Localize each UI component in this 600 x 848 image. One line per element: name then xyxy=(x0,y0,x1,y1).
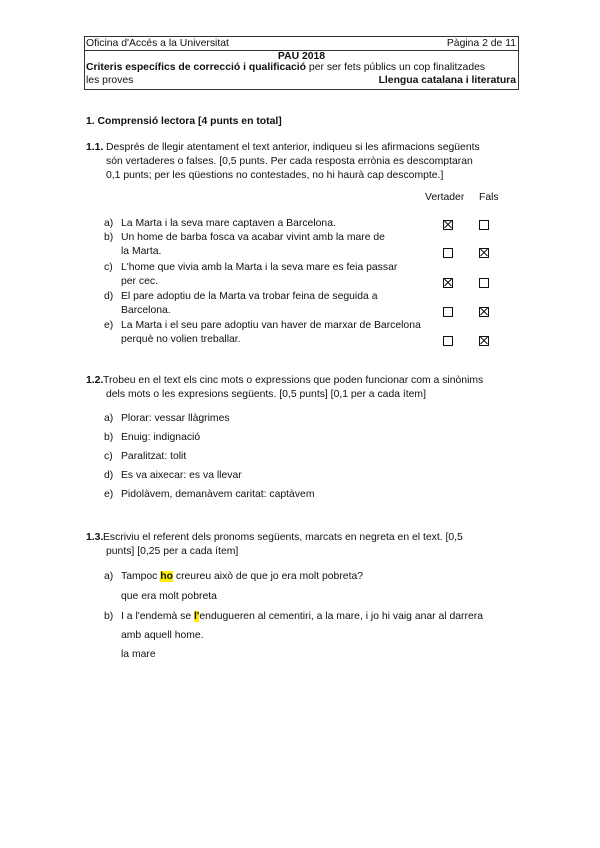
criteria-note: per ser fets públics un cop finalitzades xyxy=(306,62,486,73)
q12-number: 1.2. xyxy=(86,375,104,386)
true-checkbox[interactable] xyxy=(443,307,453,317)
item-text: El pare adoptiu de la Marta va trobar feina de seguida a xyxy=(121,291,378,302)
item-letter: b) xyxy=(104,432,114,443)
item-text: La Marta i la seva mare captaven a Barcelona. xyxy=(121,218,336,229)
item-text-cont: Barcelona. xyxy=(121,305,171,316)
column-false: Fals xyxy=(479,192,499,203)
false-checkbox-checked[interactable] xyxy=(479,248,489,258)
synonym-item: Plorar: vessar llàgrimes xyxy=(121,413,230,424)
pronoun-sentence-a xyxy=(121,571,363,582)
pronoun-sentence-b xyxy=(121,611,483,622)
sentence-post: endugueren al cementiri, a la mare, i jo hi vaig anar al darrera xyxy=(199,611,483,622)
q13-number: 1.3. xyxy=(86,532,104,543)
sentence-post: creureu això de que jo era molt pobreta? xyxy=(172,571,364,582)
false-checkbox[interactable] xyxy=(479,220,489,230)
synonym-item: Paralitzat: tolit xyxy=(121,451,187,462)
false-checkbox-checked[interactable] xyxy=(479,336,489,346)
false-checkbox[interactable] xyxy=(479,278,489,288)
sentence-pre: I a l'endemà se xyxy=(121,611,195,622)
item-letter: e) xyxy=(104,320,114,331)
q13-line1: Escriviu el referent dels pronoms següents, marcats en negreta en el text. [0,5 xyxy=(103,532,463,543)
column-true: Vertader xyxy=(425,192,465,203)
answer-a: que era molt pobreta xyxy=(121,591,217,602)
institution-name: Oficina d'Accés a la Universitat xyxy=(86,38,229,49)
item-text: L'home que vivia amb la Marta i la seva mare es feia passar xyxy=(121,262,398,273)
q13-line2: punts] [0,25 per a cada ítem] xyxy=(106,546,239,557)
item-letter: a) xyxy=(104,413,114,424)
true-checkbox-checked[interactable] xyxy=(443,220,453,230)
item-letter: c) xyxy=(104,262,113,273)
sentence-b-cont: amb aquell home. xyxy=(121,630,204,641)
false-checkbox-checked[interactable] xyxy=(479,307,489,317)
highlighted-pronoun: ho xyxy=(160,571,173,582)
item-letter: d) xyxy=(104,470,114,481)
q11-line1: Després de llegir atentament el text anterior, indiqueu si les afirmacions següents xyxy=(106,142,480,153)
q12-line2: dels mots o les expresions següents. [0,5 punts] [0,1 per a cada ítem] xyxy=(106,389,426,400)
answer-b: la mare xyxy=(121,649,156,660)
criteria-title: Criteris específics de correcció i qualificació xyxy=(86,62,307,73)
true-checkbox[interactable] xyxy=(443,336,453,346)
header-criteria-row xyxy=(86,62,516,73)
true-checkbox-checked[interactable] xyxy=(443,278,453,288)
q11-line3: 0,1 punts; per les qüestions no contestades, no hi haurà cap descompte.] xyxy=(106,170,444,181)
item-letter: a) xyxy=(104,218,114,229)
exam-title: PAU 2018 xyxy=(277,51,326,62)
item-letter: e) xyxy=(104,489,114,500)
true-checkbox[interactable] xyxy=(443,248,453,258)
item-text-cont: la Marta. xyxy=(121,246,162,257)
item-text: Un home de barba fosca va acabar vivint amb la mare de xyxy=(121,232,385,243)
item-text: La Marta i el seu pare adoptiu van haver de marxar de Barcelona xyxy=(121,320,421,331)
sentence-pre: Tampoc xyxy=(121,571,161,582)
item-letter: d) xyxy=(104,291,114,302)
tests-label: les proves xyxy=(86,75,134,86)
section-title: 1. Comprensió lectora [4 punts en total] xyxy=(86,116,282,127)
highlighted-pronoun: l' xyxy=(194,611,200,622)
q11-line2: són vertaderes o falses. [0,5 punts. Per cada resposta errònia es descomptaran xyxy=(106,156,473,167)
synonym-item: Pidolàvem, demanàvem caritat: captàvem xyxy=(121,489,315,500)
header-subject-row xyxy=(86,75,516,86)
synonym-item: Enuig: indignació xyxy=(121,432,201,443)
q12-line1: Trobeu en el text els cinc mots o expressions que poden funcionar com a sinònims xyxy=(103,375,484,386)
synonym-item: Es va aixecar: es va llevar xyxy=(121,470,242,481)
item-letter: b) xyxy=(104,611,114,622)
subject-name: Llengua catalana i literatura xyxy=(378,75,516,86)
item-letter: b) xyxy=(104,232,114,243)
item-letter: c) xyxy=(104,451,113,462)
page-number: Pàgina 2 de 11 xyxy=(446,38,516,49)
q11-number: 1.1. xyxy=(86,142,104,153)
item-text-cont: perquè no volien treballar. xyxy=(121,334,241,345)
item-text-cont: per cec. xyxy=(121,276,158,287)
item-letter: a) xyxy=(104,571,114,582)
